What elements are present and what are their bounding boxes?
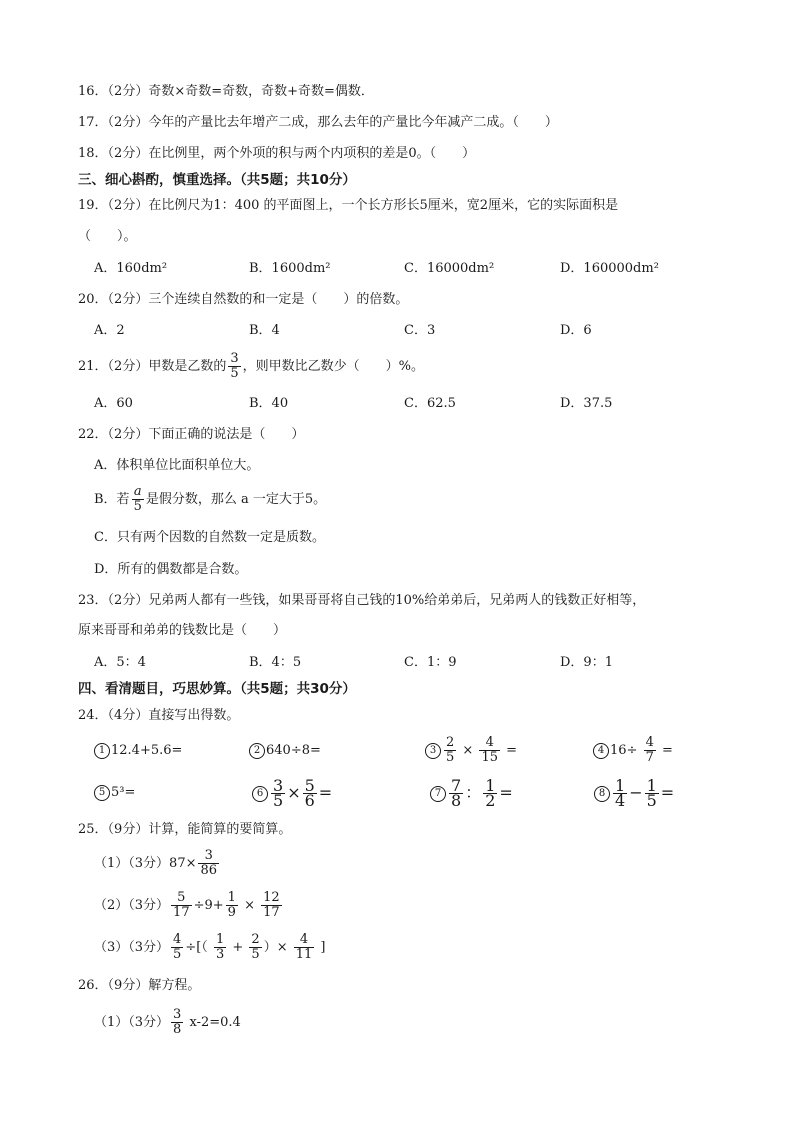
question-21-option-d[interactable]: D．37.5	[560, 396, 613, 411]
question-21-pre: 21．（2分）甲数是乙数的	[78, 359, 227, 374]
fraction: $\frac{3}{5}$	[273, 776, 284, 810]
circled-number: 5	[94, 785, 110, 801]
question-23-stem: 23．（2分）兄弟两人都有一些钱，如果哥哥将自己钱的10%给弟弟后，兄弟两人的钱数正好相等，	[78, 593, 646, 608]
question-20-option-d[interactable]: D．6	[560, 323, 592, 338]
fraction: $\frac{4}{7}$	[645, 735, 654, 765]
fraction: $\frac{5}{6}$	[304, 776, 315, 810]
fraction: $\frac{3}{8}$	[173, 1007, 182, 1037]
calc-item-2: 2 640÷8=	[249, 736, 321, 766]
question-23-stem-cont: 原来哥哥和弟弟的钱数比是（ ）	[78, 623, 287, 638]
circled-number: 4	[593, 743, 609, 759]
question-19-stem: 19．（2分）在比例尺为1：400 的平面图上，一个长方形长5厘米，宽2厘米，它的实际面积是	[78, 198, 619, 213]
section-4-heading: 四、看清题目，巧思妙算。（共5题；共30分）	[78, 681, 356, 697]
fraction: $\frac{4}{15}$	[481, 735, 499, 765]
circled-number: 8	[594, 786, 610, 802]
question-21-option-a[interactable]: A．60	[94, 396, 133, 411]
question-20-option-b[interactable]: B．4	[249, 323, 280, 338]
circled-number: 7	[430, 786, 446, 802]
question-22-option-d[interactable]: D．所有的偶数都是合数。	[94, 562, 248, 577]
question-24-stem: 24．（4分）直接写出得数。	[78, 708, 240, 723]
question-26-part-1: （1）（3分） $\frac{3}{8}$ x-2=0.4	[94, 1007, 241, 1037]
question-23-option-b[interactable]: B．4：5	[249, 655, 302, 670]
fraction: $\frac{12}{17}$	[263, 890, 280, 920]
fraction: $\frac{3}{5}$	[230, 351, 239, 381]
question-21-post: ，则甲数比乙数少（ ）%。	[242, 359, 424, 374]
fraction: $\frac{2}{5}$	[251, 932, 260, 962]
question-25-part-2: （2）（3分） $\frac{5}{17}$ ÷9+ $\frac{1}{9}$ × $\frac{12}{17}$	[94, 890, 280, 920]
calc-item-3: 3 $\frac{2}{5}$ × $\frac{4}{15}$ =	[425, 736, 517, 766]
question-19-option-d[interactable]: D．160000dm²	[560, 261, 659, 276]
question-23-option-c[interactable]: C．1：9	[404, 655, 457, 670]
section-3-heading: 三、细心斟酌，慎重选择。（共5题；共10分）	[78, 172, 356, 188]
calc-item-4: 4 16÷ $\frac{4}{7}$ =	[593, 736, 673, 766]
question-16: 16．（2分）奇数×奇数=奇数，奇数+奇数=偶数．	[78, 84, 374, 99]
fraction: $\frac{3}{86}$	[200, 848, 218, 878]
question-23-option-a[interactable]: A．5：4	[94, 655, 146, 670]
circled-number: 1	[94, 743, 110, 759]
circled-number: 2	[249, 743, 265, 759]
calc-item-5: 5 5³=	[94, 778, 135, 808]
question-18: 18．（2分）在比例里，两个外项的积与两个内项积的差是0。（ ）	[78, 146, 476, 161]
question-25-stem: 25．（9分）计算，能简算的要简算。	[78, 822, 292, 837]
question-22-option-a[interactable]: A．体积单位比面积单位大。	[94, 458, 260, 473]
fraction: $\frac{1}{4}$	[615, 776, 626, 810]
question-22-option-b[interactable]: B．若 $\frac{a}{5}$ 是假分数，那么 a 一定大于5。	[94, 484, 327, 514]
question-17: 17．（2分）今年的产量比去年增产二成，那么去年的产量比今年减产二成。（ ）	[78, 115, 558, 130]
calc-item-6: 6 $\frac{3}{5}$ × $\frac{5}{6}$ =	[252, 778, 332, 808]
fraction: $\frac{1}{9}$	[227, 890, 236, 920]
question-19-option-a[interactable]: A．160dm²	[94, 261, 168, 276]
question-25-part-3: （3）（3分） $\frac{4}{5}$ ÷[（ $\frac{1}{3}$ + $\frac{2}{5}$ ）× $\frac{4}{11}$ ]	[94, 932, 326, 962]
question-23-option-d[interactable]: D．9：1	[560, 655, 613, 670]
question-19-option-b[interactable]: B．1600dm²	[249, 261, 331, 276]
question-21-stem	[78, 352, 424, 382]
calc-item-7: 7 $\frac{7}{8}$ ： $\frac{1}{2}$ =	[430, 778, 513, 808]
circled-number: 3	[425, 743, 441, 759]
question-20-stem: 20．（2分）三个连续自然数的和一定是（ ）的倍数。	[78, 292, 409, 307]
fraction: $\frac{a}{5}$	[133, 484, 142, 514]
fraction: $\frac{1}{5}$	[646, 776, 657, 810]
fraction: $\frac{1}{3}$	[215, 932, 225, 962]
question-22-option-c[interactable]: C．只有两个因数的自然数一定是质数。	[94, 530, 325, 545]
fraction: $\frac{5}{17}$	[173, 890, 190, 920]
question-19-stem-cont: （ ）。	[78, 229, 137, 244]
fraction: $\frac{1}{2}$	[485, 776, 496, 810]
question-26-stem: 26．（9分）解方程。	[78, 978, 201, 993]
fraction: $\frac{2}{5}$	[446, 735, 455, 765]
question-19-option-c[interactable]: C．16000dm²	[404, 261, 495, 276]
fraction: $\frac{7}{8}$	[451, 776, 462, 810]
fraction: $\frac{4}{11}$	[295, 932, 313, 962]
question-25-part-1: （1）（3分）87× $\frac{3}{86}$	[94, 848, 218, 878]
question-21-option-c[interactable]: C．62.5	[404, 396, 456, 411]
calc-item-8: 8 $\frac{1}{4}$ − $\frac{1}{5}$ =	[594, 778, 674, 808]
question-20-option-a[interactable]: A．2	[94, 323, 125, 338]
calc-item-1: 1 12.4+5.6=	[94, 736, 182, 766]
question-20-option-c[interactable]: C．3	[404, 323, 436, 338]
question-22-stem: 22．（2分）下面正确的说法是（ ）	[78, 427, 305, 442]
fraction: $\frac{4}{5}$	[173, 932, 182, 962]
circled-number: 6	[252, 786, 268, 802]
question-21-option-b[interactable]: B．40	[249, 396, 289, 411]
